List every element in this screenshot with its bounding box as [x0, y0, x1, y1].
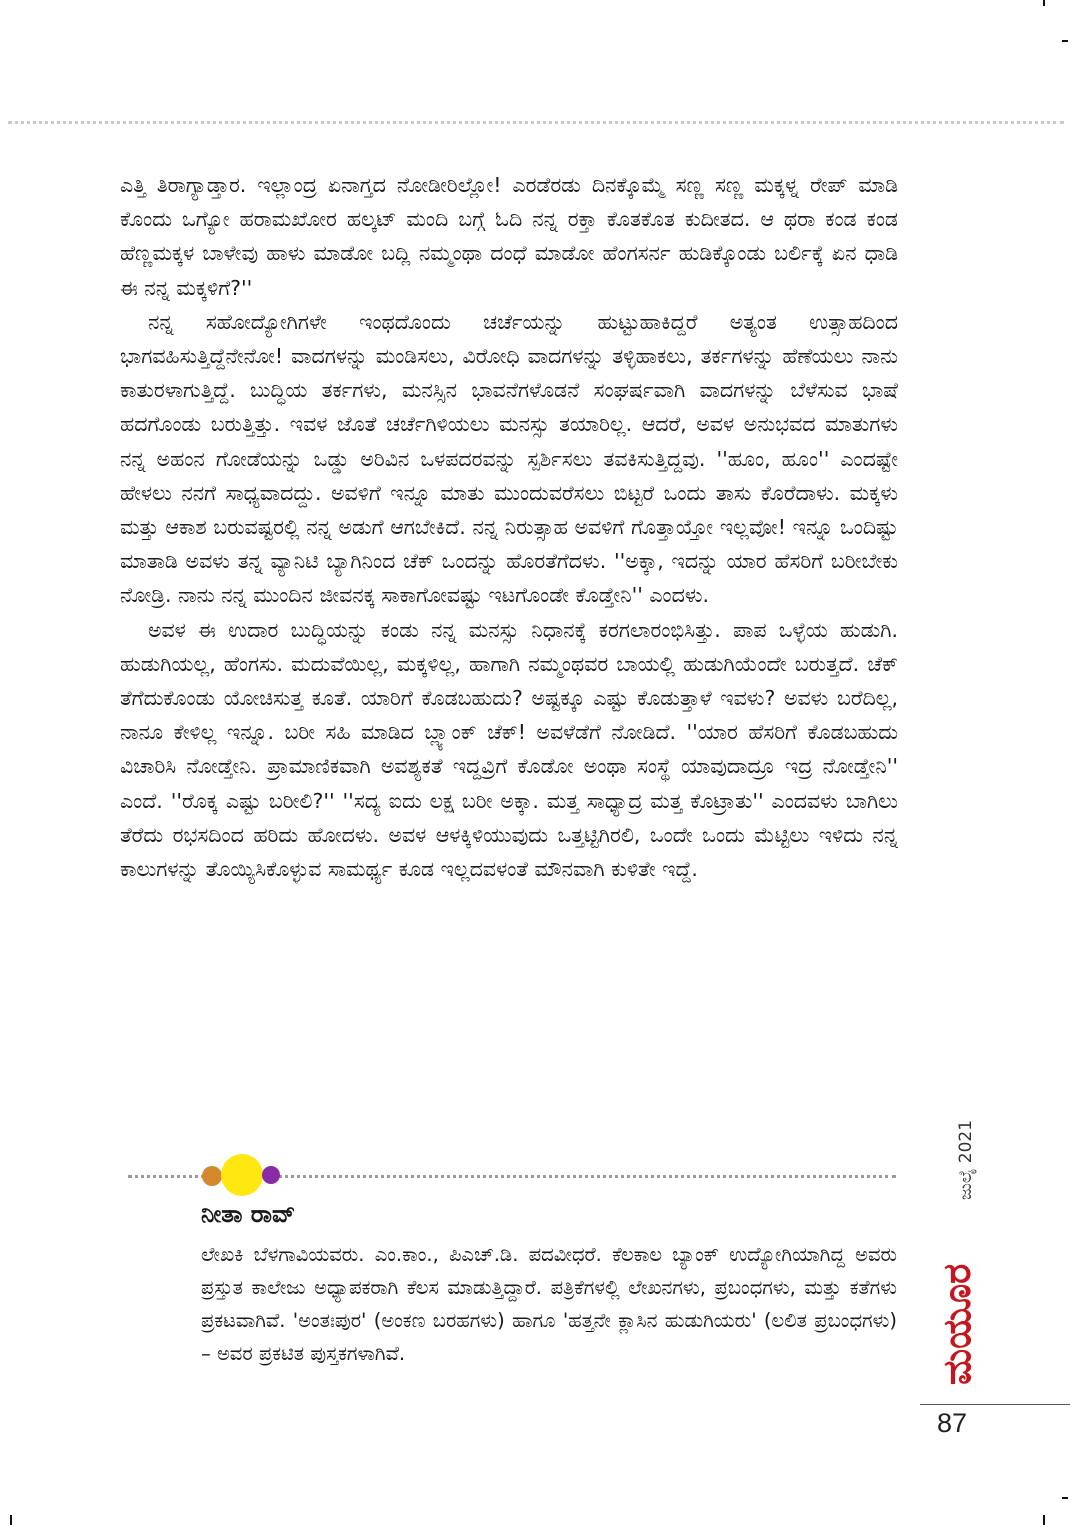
page-number: 87 [937, 1408, 968, 1438]
page-number-rule [920, 1404, 1070, 1405]
author-name: ನೀತಾ ರಾವ್ [201, 1200, 296, 1228]
author-bio: ಲೇಖಕಿ ಬೆಳಗಾವಿಯವರು. ಎಂ.ಕಾಂ., ಪಿಎಚ್.ಡಿ. ಪದವೀಧರೆ. ಕೆಲಕಾಲ ಬ್ಯಾಂಕ್ ಉದ್ಯೋಗಿಯಾಗಿದ್ದ ಅವರು ಪ್ರಸ್ತುತ ಕಾಲೇಜು ಅಧ್ಯಾಪಕರಾಗಿ ಕೆಲಸ ಮಾಡುತ್ತಿದ್ದಾರೆ. ಪತ್ರಿಕೆಗಳಲ್ಲಿ ಲೇಖನಗಳು, ಪ್ರಬಂಧಗಳು, ಮತ್ತು ಕತೆಗಳು ಪ್ರಕಟವಾಗಿವೆ. 'ಅಂತಃಪುರ' (ಅಂಕಣ ಬರಹಗಳು) ಹಾಗೂ 'ಹತ್ತನೇ ಕ್ಲಾಸಿನ ಹುಡುಗಿಯರು' (ಲಲಿತ ಪ್ರಬಂಧಗಳು) – ಅವರ ಪ್ರಕಟಿತ ಪುಸ್ತಕಗಳಾಗಿವೆ. [201, 1243, 897, 1365]
article-paragraph: ನನ್ನ ಸಹೋದ್ಯೋಗಿಗಳೇ ಇಂಥದೊಂದು ಚರ್ಚೆಯನ್ನು ಹುಟ್ಟುಹಾಕಿದ್ದರೆ ಅತ್ಯಂತ ಉತ್ಸಾಹದಿಂದ ಭಾಗವಹಿಸುತ್ತಿದ್ದೆನೇನೋ! ವಾದಗಳನ್ನು ಮಂಡಿಸಲು, ವಿರೋಧಿ ವಾದಗಳನ್ನು ತಳ್ಳಿಹಾಕಲು, ತರ್ಕಗಳನ್ನು ಹೆಣೆಯಲು ನಾನು ಕಾತುರಳಾಗುತ್ತಿದ್ದೆ. ಬುದ್ಧಿಯ ತರ್ಕಗಳು, ಮನಸ್ಸಿನ ಭಾವನೆಗಳೊಡನೆ ಸಂಘರ್ಷವಾಗಿ ವಾದಗಳನ್ನು ಬೆಳೆಸುವ ಭಾಷೆ ಹದಗೊಂಡು ಬರುತ್ತಿತ್ತು. ಇವಳ ಜೊತೆ ಚರ್ಚೆಗಿಳಿಯಲು ಮನಸ್ಸು ತಯಾರಿಲ್ಲ. ಆದರೆ, ಅವಳ ಅನುಭವದ ಮಾತುಗಳು ನನ್ನ ಅಹಂನ ಗೋಡೆಯನ್ನು ಒಡ್ಡು ಅರಿವಿನ ಒಳಪದರವನ್ನು ಸ್ಪರ್ಶಿಸಲು ತವಕಿಸುತ್ತಿದ್ದವು. ''ಹೂಂ, ಹೂಂ'' ಎಂದಷ್ಟೇ ಹೇಳಲು ನನಗೆ ಸಾಧ್ಯವಾದದ್ದು. ಅವಳಿಗೆ ಇನ್ನೂ ಮಾತು ಮುಂದುವರೆಸಲು ಬಿಟ್ಟರೆ ಒಂದು ತಾಸು ಕೊರೆದಾಳು. ಮಕ್ಕಳು ಮತ್ತು ಆಕಾಶ ಬರುವಷ್ಟರಲ್ಲಿ ನನ್ನ ಅಡುಗೆ ಆಗಬೇಕಿದೆ. ನನ್ನ ನಿರುತ್ಸಾಹ ಅವಳಿಗೆ ಗೊತ್ತಾಯ್ತೋ ಇಲ್ಲವೋ! ಇನ್ನೂ ಒಂದಿಷ್ಟು ಮಾತಾಡಿ ಅವಳು ತನ್ನ ವ್ಯಾನಿಟಿ ಬ್ಯಾಗಿನಿಂದ ಚೆಕ್ ಒಂದನ್ನು ಹೊರತೆಗೆದಳು. ''ಅಕ್ಕಾ, ಇದನ್ನು ಯಾರ ಹೆಸರಿಗೆ ಬರೀಬೇಕು ನೋಡ್ರಿ. ನಾನು ನನ್ನ ಮುಂದಿನ ಜೀವನಕ್ಕ ಸಾಕಾಗೋವಷ್ಟು ಇಟಗೊಂಡೇ ಕೊಡ್ತೇನಿ'' ಎಂದಳು. [120, 309, 898, 608]
article-paragraph: ಎತ್ತಿ ತಿರಾಗ್ಯಾಡ್ತಾರ. ಇಲ್ಲಾಂದ್ರ ಏನಾಗ್ತದ ನೋಡೀರಿಲ್ಲೋ! ಎರಡೆರಡು ದಿನಕ್ಕೊಮ್ಮೆ ಸಣ್ಣ ಸಣ್ಣ ಮಕ್ಕಳ್ನ ರೇಪ್ ಮಾಡಿ ಕೊಂದು ಒಗ್ಯೋ ಹರಾಮಖೋರ ಹಲ್ಕಟ್ ಮಂದಿ ಬಗ್ಗೆ ಓದಿ ನನ್ನ ರಕ್ತಾ ಕೊತಕೊತ ಕುದೀತದ. ಆ ಥರಾ ಕಂಡ ಕಂಡ ಹೆಣ್ಣಮಕ್ಕಳ ಬಾಳೇವು ಹಾಳು ಮಾಡೋ ಬದ್ಲಿ ನಮ್ಮಂಥಾ ದಂಧೆ ಮಾಡೋ ಹೆಂಗಸರ್ನ ಹುಡಿಕ್ಕೊಂಡು ಬರ್ಲಿಕ್ಕೆ ಏನ ಧಾಡಿ ಈ ನನ್ನ ಮಕ್ಕಳಿಗೆ?'' [120, 173, 898, 300]
crop-mark [1043, 0, 1045, 6]
magazine-logo: ಮಯೂರ [935, 1263, 979, 1385]
yellow-dot-ornament [221, 1154, 263, 1196]
orange-dot-ornament [202, 1166, 222, 1186]
crop-mark [1062, 1497, 1068, 1499]
crop-mark [10, 1515, 12, 1525]
top-dotted-divider [8, 121, 1064, 124]
article-paragraph: ಅವಳ ಈ ಉದಾರ ಬುದ್ಧಿಯನ್ನು ಕಂಡು ನನ್ನ ಮನಸ್ಸು ನಿಧಾನಕ್ಕೆ ಕರಗಲಾರಂಭಿಸಿತ್ತು. ಪಾಪ ಒಳ್ಳೆಯ ಹುಡುಗಿ. ಹುಡುಗಿಯಲ್ಲ, ಹೆಂಗಸು. ಮದುವೆಯಿಲ್ಲ, ಮಕ್ಕಳಿಲ್ಲ, ಹಾಗಾಗಿ ನಮ್ಮಂಥವರ ಬಾಯಲ್ಲಿ ಹುಡುಗಿಯೆಂದೇ ಬರುತ್ತದೆ. ಚೆಕ್ ತೆಗೆದುಕೊಂಡು ಯೋಚಿಸುತ್ತ ಕೂತೆ. ಯಾರಿಗೆ ಕೊಡಬಹುದು? ಅಷ್ಟಕ್ಕೂ ಎಷ್ಟು ಕೊಡುತ್ತಾಳೆ ಇವಳು? ಅವಳು ಬರೆದಿಲ್ಲ, ನಾನೂ ಕೇಳಿಲ್ಲ ಇನ್ನೂ. ಬರೀ ಸಹಿ ಮಾಡಿದ ಬ್ಲ್ಯಾಂಕ್ ಚೆಕ್! ಅವಳೆಡೆಗೆ ನೋಡಿದೆ. ''ಯಾರ ಹೆಸರಿಗೆ ಕೊಡಬಹುದು ವಿಚಾರಿಸಿ ನೋಡ್ತೇನಿ. ಪ್ರಾಮಾಣಿಕವಾಗಿ ಅವಶ್ಯಕತೆ ಇದ್ದವ್ರಿಗೆ ಕೊಡೋ ಅಂಥಾ ಸಂಸ್ಥೆ ಯಾವುದಾದ್ರೂ ಇದ್ರ ನೋಡ್ತೇನಿ'' ಎಂದೆ. ''ರೊಕ್ಕ ಎಷ್ಟು ಬರೀಲಿ?'' ''ಸದ್ಯ ಐದು ಲಕ್ಷ ಬರೀ ಅಕ್ಕಾ. ಮತ್ತ ಸಾಧ್ಯಾದ್ರ ಮತ್ತ ಕೊಟ್ರಾತು'' ಎಂದವಳು ಬಾಗಿಲು ತೆರೆದು ರಭಸದಿಂದ ಹರಿದು ಹೋದಳು. ಅವಳ ಆಳಕ್ಕಿಳಿಯುವುದು ಒತ್ತಟ್ಟಿಗಿರಲಿ, ಒಂದೇ ಒಂದು ಮೆಟ್ಟಿಲು ಇಳಿದು ನನ್ನ ಕಾಲುಗಳನ್ನು ತೊಯ್ಯಿಸಿಕೊಳ್ಳುವ ಸಾಮರ್ಥ್ಯ ಕೂಡ ಇಲ್ಲದವಳಂತೆ ಮೌನವಾಗಿ ಕುಳಿತೇ ಇದ್ದೆ. [120, 617, 898, 882]
purple-dot-ornament [262, 1166, 280, 1184]
crop-mark [1062, 40, 1068, 42]
article-body [120, 168, 898, 886]
issue-date: ಜುಲೈ 2021 [956, 1119, 976, 1200]
crop-mark [1043, 1515, 1045, 1525]
